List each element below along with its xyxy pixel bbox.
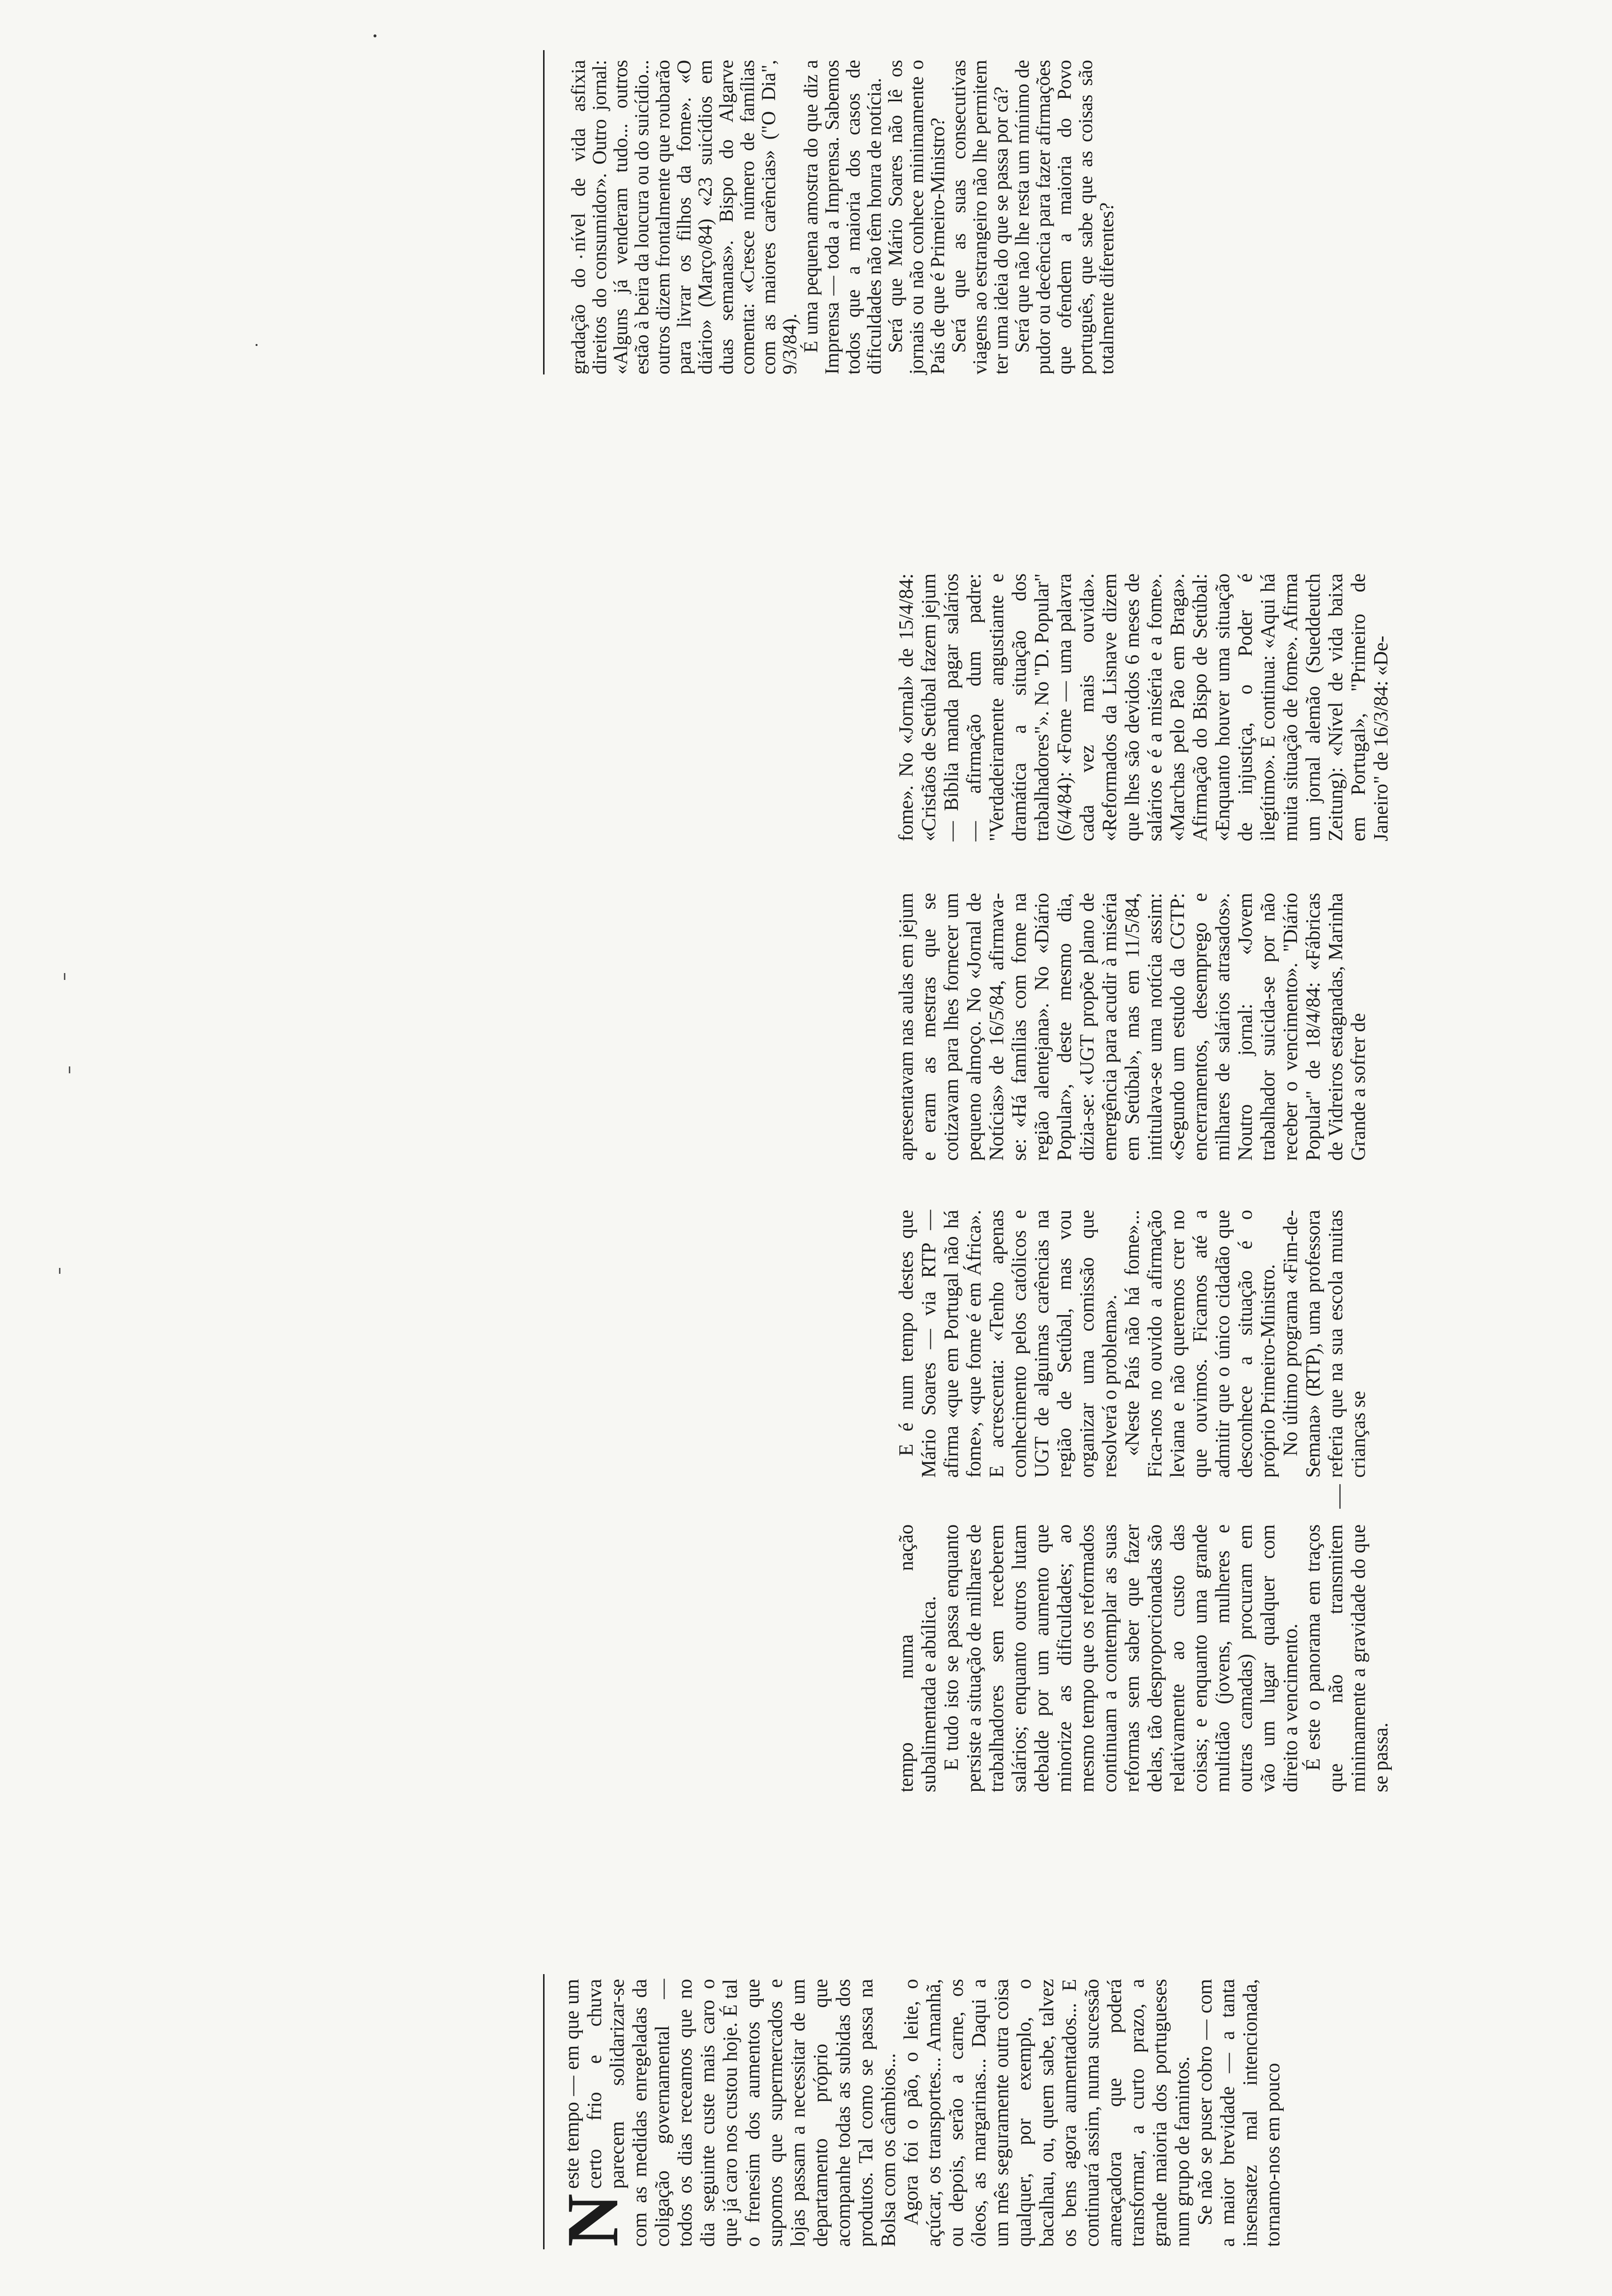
- paragraph: Será que Mário Soares não lê os jornais ou não conhece minimamente o País de que é Primeiro-Ministro?: [884, 60, 949, 374]
- paragraph-text: este tempo — em que um certo frio e chuva parecem solidarizar-se com as medidas enregeladas da coligação governamental — todos os dias receamos que no dia seguinte custe mais caro o que já caro nos custou hoje. É tal o frenesim dos aumentos que supomos que supermercados e lojas passam a necessitar de um departamento próprio que acompanhe todas as subidas dos produtos. Tal como se passa na Bolsa com os câmbios...: [560, 1979, 899, 2247]
- article-column-4: [894, 893, 1369, 1161]
- article-column-2: [894, 1524, 1392, 1792]
- article-column-5: [894, 574, 1392, 841]
- paragraph: fome». No «Jornal» de 15/4/84: «Cristãos de Setúbal fazem jejum — Bíblia manda pagar salários — afirmação dum padre: "Verdadeiramente angustiante e dramática a situação dos trabalhadores"». No "D. Popular" (6/4/84): «Fome — uma palavra cada vez mais ouvida». «Reformados da Lisnave dizem que lhes são devidos 6 meses de salários e é a miséria e a fome». «Marchas pelo Pão em Braga». Afirmação do Bispo de Setúbal: «Enquanto houver uma situação de injustiça, o Poder é ilegítimo». E continua: «Aqui há muita situação de fome». Afirma um jornal alemão (Sueddeutch Zeitung): «Nível de vida baixa em Portugal», "Primeiro de Janeiro" de 16/3/84: «De-: [894, 574, 1392, 841]
- paragraph: E tudo isto se passa enquanto persiste a situação de milhares de trabalhadores sem receberem salários; enquanto outros lutam debalde por um aumento que minorize as dificuldades; ao mesmo tempo que os reformados continuam a contemplar as suas reformas sem saber que fazer delas, tão desproporcionadas são relativamente ao custo das coisas; e enquanto uma grande multidão (jovens, mulheres e outras camadas) procuram em vão um lugar qualquer com direito a vencimento.: [940, 1524, 1301, 1792]
- paragraph: É uma pequena amostra do que diz a Imprensa — toda a Imprensa. Sabemos todos que a maioria dos casos de dificuldades não têm honra de notícia.: [800, 60, 885, 374]
- paragraph: É este o panorama em traços que não transmitem minimamente a gravidade do que se passa.: [1301, 1524, 1392, 1792]
- paragraph: Agora foi o pão, o leite, o açúcar, os transportes... Amanhã, ou depois, serão a carne, os óleos, as margarinas... Daqui a um mês seguramente outra coisa qualquer, por exemplo, o bacalhau, ou, quem sabe, talvez os bens agora aumentados... E continuará assim, numa sucessão ameaçadora que poderá transformar, a curto prazo, a grande maioria dos portugueses num grupo de famintos.: [899, 1979, 1193, 2247]
- paragraph: Será que não lhe resta um mínimo de pudor ou decência para fazer afirmações que ofendem a maioria do Povo português, que sabe que as coisas são totalmente diferentes?: [1011, 60, 1118, 374]
- paragraph: Se não se puser cobro — com a maior brevidade — a tanta insensatez mal intencionada, tornamo-nos em pouco: [1193, 1979, 1284, 2247]
- paragraph: gradação do nível de vida asfixia direitos do consumidor». Outro jornal: «Alguns já venderam tudo... outros estão à beira da loucura ou do suicídio... outros dizem frontalmente que roubarão para livrar os filhos da fome». «O diário» (Março/84) «23 suicídios em duas semanas». Bispo do Algarve comenta: «Cresce número de famílias com as maiores carências» ("O Dia", 9/3/84).: [567, 60, 801, 374]
- paragraph: «Neste País não há fome»... Fica-nos no ouvido a afirmação leviana e não queremos crer no que ouvimos. Ficamos até a admitir que o único cidadão que desconhece a situação é o próprio Primeiro-Ministro.: [1121, 1210, 1279, 1478]
- paragraph: tempo numa nação subalimentada e abúlica.: [894, 1524, 940, 1792]
- article-column-1: [552, 1979, 1284, 2247]
- column-rule: [543, 1974, 545, 2249]
- paragraph: Será que as suas consecutivas viagens ao estrangeiro não lhe permitem ter uma ideia do que se passa por cá?: [948, 60, 1012, 374]
- paragraph: apresentavam nas aulas em jejum e eram as mestras que se cotizavam para lhes fornecer um pequeno almoço. No «Jornal de Notícias» de 16/5/84, afirmava-se: «Há famílias com fome na região alentejana». No «Diário Popular», deste mesmo dia, dizia-se: «UGT propõe plano de emergência para acudir à miséria em Setúbal», mas em 11/5/84, intitulava-se uma notícia assim: «Segundo um estudo da CGTP: encerramentos, desemprego e milhares de salários atrasados». Noutro jornal: «Jovem trabalhador suicida-se por não receber o vencimento». "Diário Popular" de 18/4/84: «Fábricas de Vidreiros estagnadas, Marinha Grande a sofrer de: [894, 893, 1369, 1161]
- article-column-3: [894, 1210, 1369, 1478]
- paragraph: E é num tempo destes que Mário Soares — via RTP — afirma «que em Portugal não há fome», «que fome é em África». E acrescenta: «Tenho apenas conhecimento pelos católicos e UGT de alguimas carências na região de Setúbal, mas vou organizar uma comissão que resolverá o problema».: [894, 1210, 1121, 1478]
- article-column-6: [568, 60, 1117, 374]
- paragraph: [552, 1979, 899, 2247]
- paragraph: No último programa «Fim-de-Semana» (RTP), uma professora referia que na sua escola muitas crianças se: [1279, 1210, 1369, 1478]
- column-rule: [543, 50, 545, 374]
- dropcap: N: [552, 2193, 633, 2247]
